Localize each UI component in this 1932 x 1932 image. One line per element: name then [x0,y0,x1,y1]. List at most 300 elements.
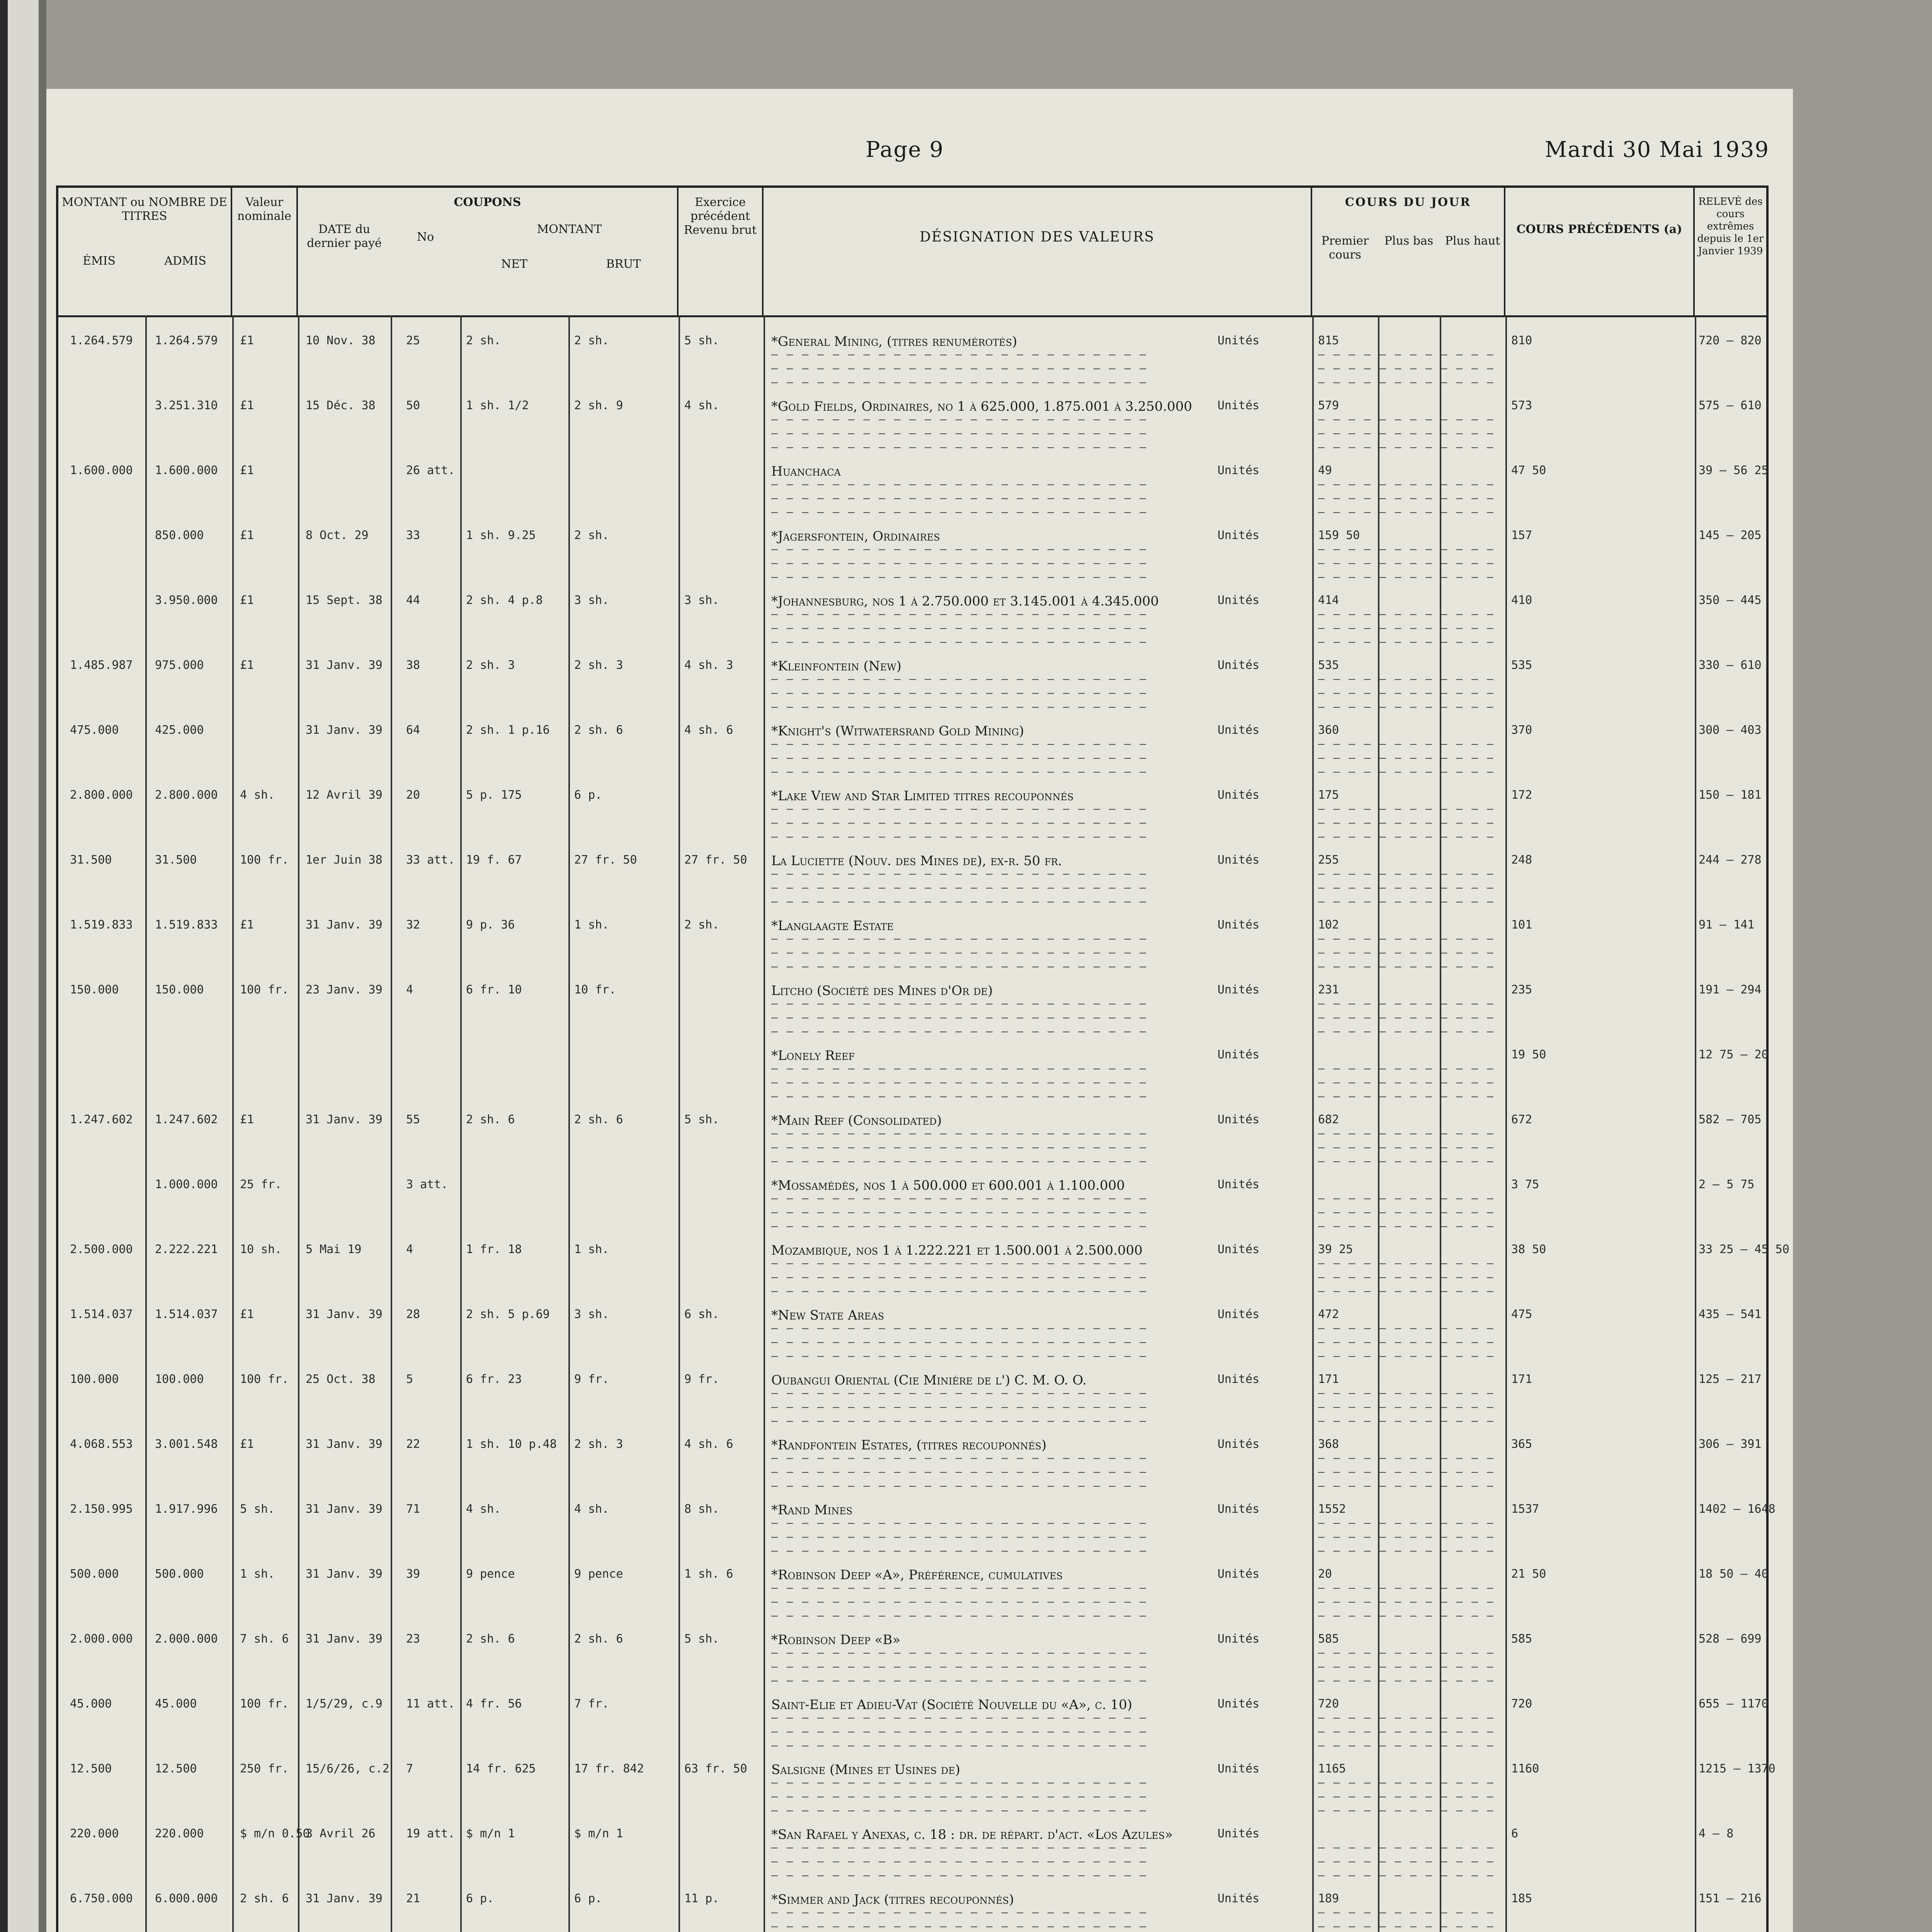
cell-admis: 100.000 [155,1372,204,1386]
cell-name: *San Rafael y Anexas, c. 18 : dr. de répart. d'act. «Los Azules» [771,1827,1173,1842]
leader-dashes: — — — — — — — — — — — — [1318,1062,1495,1075]
cell-name: Huanchaca [771,464,841,479]
cell-brut: 2 sh. 9 [574,399,623,412]
cell-net: 2 sh. 4 p.8 [466,594,543,607]
leader-dashes: — — — — — — — — — — — — — — — — — — — — — — — — — [771,1516,1148,1529]
cell-valeur: £1 [240,1437,254,1451]
cell-no: 23 [406,1632,420,1646]
cell-valeur: £1 [240,399,254,412]
leader-dashes: — — — — — — — — — — — — — — — — — — — — — — — — — [771,1451,1148,1464]
cell-no: 32 [406,918,420,932]
cell-admis: 31.500 [155,853,197,867]
cell-no: 11 att. [406,1697,455,1711]
cell-unit: Unités [1218,464,1260,477]
cell-rel: 582 — 705 [1699,1113,1762,1126]
cell-brut: 2 sh. 6 [574,723,623,737]
leader-dashes: — — — — — — — — — — — — — — — — — — — — — — — — — [771,765,1148,778]
cell-net: 1 fr. 18 [466,1243,522,1256]
cell-first: 682 [1318,1113,1339,1126]
leader-dashes: — — — — — — — — — — — — [1318,830,1495,843]
cell-admis: 1.600.000 [155,464,218,477]
cell-date: 31 Janv. 39 [306,1437,383,1451]
cell-date: 31 Janv. 39 [306,1308,383,1321]
cell-exer: 11 p. [684,1892,719,1905]
col-montant-coupon: MONTANT [537,223,602,236]
leader-dashes: — — — — — — — — — — — — [1318,946,1495,959]
leader-dashes: — — — — — — — — — — — — [1318,1646,1495,1659]
leader-dashes: — — — — — — — — — — — — [1318,1090,1495,1102]
table-row [58,1889,1766,1932]
cell-net: 2 sh. 5 p.69 [466,1308,550,1321]
cell-emis: 475.000 [70,723,119,737]
cell-name: *Main Reef (Consolidated) [771,1113,942,1128]
cell-valeur: £1 [240,918,254,932]
cell-emis: 2.800.000 [70,788,133,802]
leader-dashes: — — — — — — — — — — — — [1318,1257,1495,1269]
col-net: NET [501,257,528,271]
cell-name: *Lake View and Star Limited titres recouponnés [771,788,1074,804]
leader-dashes: — — — — — — — — — — — — — — — — — — — — — — — — — [771,1581,1148,1594]
leader-dashes: — — — — — — — — — — — — — — — — — — — — — — — — — [771,1155,1148,1167]
cell-brut: 2 sh. [574,334,609,347]
leader-dashes: — — — — — — — — — — — — [1318,1025,1495,1037]
cell-prec: 6 [1511,1827,1519,1840]
table-row [58,1759,1776,1816]
issue-date: Mardi 30 Mai 1939 [1544,137,1769,162]
cell-admis: 2.800.000 [155,788,218,802]
cell-unit: Unités [1218,983,1260,997]
table-row [58,590,1766,648]
cell-emis: 4.068.553 [70,1437,133,1451]
leader-dashes: — — — — — — — — — — — — — — — — — — — — — — — — — [771,1219,1148,1232]
leader-dashes: — — — — — — — — — — — — — — — — — — — — — — — — — [771,1062,1148,1075]
leader-dashes: — — — — — — — — — — — — [1318,960,1495,973]
cell-admis: 12.500 [155,1762,197,1776]
cell-first: 720 [1318,1697,1339,1711]
leader-dashes: — — — — — — — — — — — — [1318,362,1495,374]
cell-brut: 6 p. [574,788,602,802]
leader-dashes: — — — — — — — — — — — — [1318,1869,1495,1881]
table-row [58,461,1769,518]
leader-dashes: — — — — — — — — — — — — — — — — — — — — — — — — — [771,607,1148,620]
leader-dashes: — — — — — — — — — — — — — — — — — — — — — — — — — [771,505,1148,518]
cell-exer: 4 sh. 3 [684,658,733,672]
cell-net: $ m/n 1 [466,1827,515,1840]
leader-dashes: — — — — — — — — — — — — — — — — — — — — — — — — — [771,543,1148,555]
cell-rel: 191 — 294 [1699,983,1762,997]
leader-dashes: — — — — — — — — — — — — [1318,1609,1495,1622]
cell-admis: 1.247.602 [155,1113,218,1126]
cell-net: 6 fr. 23 [466,1372,522,1386]
cell-no: 3 att. [406,1178,448,1191]
cell-admis: 3.251.310 [155,399,218,412]
cell-brut: 1 sh. [574,918,609,932]
cell-rel: 528 — 699 [1699,1632,1762,1646]
cell-unit: Unités [1218,1308,1260,1321]
leader-dashes: — — — — — — — — — — — — [1318,1155,1495,1167]
leader-dashes: — — — — — — — — — — — — [1318,802,1495,815]
leader-dashes: — — — — — — — — — — — — — — — — — — — — — — — — — [771,348,1148,361]
leader-dashes: — — — — — — — — — — — — — — — — — — — — — — — — — [771,997,1148,1010]
cell-rel: 39 — 56 25 [1699,464,1769,477]
cell-first: 472 [1318,1308,1339,1321]
leader-dashes: — — — — — — — — — — — — — — — — — — — — — — — — — [771,1855,1148,1867]
col-date: DATE du dernier payé [307,223,382,250]
cell-name: *Randfontein Estates, (titres recouponnés) [771,1437,1047,1453]
cell-net: 14 fr. 625 [466,1762,536,1776]
leader-dashes: — — — — — — — — — — — — [1318,737,1495,750]
securities-table [56,185,1789,1932]
cell-unit: Unités [1218,1567,1260,1581]
leader-dashes: — — — — — — — — — — — — [1318,492,1495,504]
cell-name: *Kleinfontein (New) [771,658,901,674]
leader-dashes: — — — — — — — — — — — — — — — — — — — — — — — — — [771,1776,1148,1789]
table-row [58,1240,1789,1297]
leader-dashes: — — — — — — — — — — — — [1318,881,1495,894]
cell-unit: Unités [1218,1178,1260,1191]
leader-dashes: — — — — — — — — — — — — — — — — — — — — — — — — — [771,881,1148,894]
cell-name: Salsigne (Mines et Usines de) [771,1762,961,1777]
page-number: Page 9 [866,137,944,162]
leader-dashes: — — — — — — — — — — — — — — — — — — — — — — — — — [771,1321,1148,1334]
cell-date: 10 Nov. 38 [306,334,376,347]
cell-date: 31 Janv. 39 [306,1113,383,1126]
cell-admis: 220.000 [155,1827,204,1840]
col-cours-jour [1312,188,1505,315]
cell-net: 2 sh. 1 p.16 [466,723,550,737]
leader-dashes: — — — — — — — — — — — — [1318,413,1495,425]
cell-prec: 1537 [1511,1502,1539,1516]
cell-emis: 150.000 [70,983,119,997]
cell-unit: Unités [1218,1632,1260,1646]
cell-unit: Unités [1218,1243,1260,1256]
cell-valeur: £1 [240,334,254,347]
cell-net: 5 p. 175 [466,788,522,802]
cell-rel: 575 — 610 [1699,399,1762,412]
leader-dashes: — — — — — — — — — — — — — — — — — — — — — — — — — [771,1257,1148,1269]
cell-valeur: 7 sh. 6 [240,1632,289,1646]
leader-dashes: — — — — — — — — — — — — — — — — — — — — — — — — — [771,1335,1148,1348]
leader-dashes: — — — — — — — — — — — — — — — — — — — — — — — — — [771,413,1148,425]
cell-rel: 12 75 — 20 [1699,1048,1769,1061]
cell-net: 1 sh. 1/2 [466,399,529,412]
cell-brut: 2 sh. [574,529,609,542]
cell-net: 9 p. 36 [466,918,515,932]
cell-valeur: 100 fr. [240,853,289,867]
cell-admis: 500.000 [155,1567,204,1581]
leader-dashes: — — — — — — — — — — — — — — — — — — — — — — — — — [771,1025,1148,1037]
leader-dashes: — — — — — — — — — — — — [1318,1530,1495,1543]
table-row [58,1304,1766,1362]
cell-admis: 850.000 [155,529,204,542]
cell-date: 31 Janv. 39 [306,723,383,737]
leader-dashes: — — — — — — — — — — — — — — — — — — — — — — — — — [771,1479,1148,1492]
cell-net: 6 fr. 10 [466,983,522,997]
cell-prec: 235 [1511,983,1532,997]
cell-date: 8 Oct. 29 [306,529,369,542]
cell-admis: 1.519.833 [155,918,218,932]
leader-dashes: — — — — — — — — — — — — — — — — — — — — — — — — — [771,570,1148,583]
cell-name: *Mossamédès, nos 1 à 500.000 et 600.001 à 1.100.000 [771,1178,1125,1193]
cell-rel: 33 25 — 45 50 [1699,1243,1789,1256]
cell-name: Litcho (Société des Mines d'Or de) [771,983,993,998]
cell-emis: 12.500 [70,1762,112,1776]
cell-prec: 47 50 [1511,464,1546,477]
leader-dashes: — — — — — — — — — — — — [1318,1660,1495,1673]
cell-first: 360 [1318,723,1339,737]
cell-prec: 3 75 [1511,1178,1539,1191]
leader-dashes: — — — — — — — — — — — — [1318,1270,1495,1283]
cell-no: 25 [406,334,420,347]
table-row [58,1564,1769,1622]
cell-net: 4 sh. [466,1502,501,1516]
cell-valeur: 1 sh. [240,1567,275,1581]
cell-admis: 45.000 [155,1697,197,1711]
cell-admis: 6.000.000 [155,1892,218,1905]
cell-admis: 1.917.996 [155,1502,218,1516]
cell-name: *Knight's (Witwatersrand Gold Mining) [771,723,1024,739]
leader-dashes: — — — — — — — — — — — — — — — — — — — — — — — — — [771,1609,1148,1622]
cell-emis: 500.000 [70,1567,119,1581]
cell-admis: 3.001.548 [155,1437,218,1451]
col-coupons-label: COUPONS [454,196,521,209]
cell-unit: Unités [1218,918,1260,932]
cell-first: 189 [1318,1892,1339,1905]
cell-exer: 8 sh. [684,1502,719,1516]
leader-dashes: — — — — — — — — — — — — — — — — — — — — — — — — — [771,1011,1148,1024]
leader-dashes: — — — — — — — — — — — — — — — — — — — — — — — — — [771,1414,1148,1427]
cell-valeur: £1 [240,529,254,542]
cell-brut: 6 p. [574,1892,602,1905]
col-montant-label: MONTANT ou NOMBRE DE TITRES [62,196,227,223]
cell-first: 535 [1318,658,1339,672]
cell-unit: Unités [1218,853,1260,867]
cell-date: 15 Déc. 38 [306,399,376,412]
cell-rel: 1402 — 1648 [1699,1502,1776,1516]
table-row [58,526,1766,583]
cell-first: 20 [1318,1567,1332,1581]
cell-rel: 91 — 141 [1699,918,1755,932]
cell-brut: 3 sh. [574,594,609,607]
cell-prec: 475 [1511,1308,1532,1321]
cell-brut: 10 fr. [574,983,616,997]
cell-prec: 248 [1511,853,1532,867]
cell-exer: 3 sh. [684,594,719,607]
leader-dashes: — — — — — — — — — — — — — — — — — — — — — — — — — [771,802,1148,815]
cell-prec: 19 50 [1511,1048,1546,1061]
cell-no: 19 att. [406,1827,455,1840]
leader-dashes: — — — — — — — — — — — — — — — — — — — — — — — — — [771,816,1148,829]
cell-prec: 101 [1511,918,1532,932]
leader-dashes: — — — — — — — — — — — — [1318,348,1495,361]
leader-dashes: — — — — — — — — — — — — — — — — — — — — — — — — — [771,830,1148,843]
col-numero: No [417,230,434,244]
cell-date: 1er Juin 38 [306,853,383,867]
cell-brut: 9 pence [574,1567,623,1581]
leader-dashes: — — — — — — — — — — — — — — — — — — — — — — — — — [771,478,1148,490]
cell-exer: 6 sh. [684,1308,719,1321]
leader-dashes: — — — — — — — — — — — — — — — — — — — — — — — — — [771,1920,1148,1932]
cell-rel: 306 — 391 [1699,1437,1762,1451]
cell-prec: 535 [1511,658,1532,672]
cell-prec: 172 [1511,788,1532,802]
col-valeur: Valeur nominale [232,188,298,315]
cell-exer: 9 fr. [684,1372,719,1386]
cell-emis: 1.485.987 [70,658,133,672]
leader-dashes: — — — — — — — — — — — — [1318,1451,1495,1464]
cell-no: 50 [406,399,420,412]
cell-emis: 1.519.833 [70,918,133,932]
cell-admis: 425.000 [155,723,204,737]
leader-dashes: — — — — — — — — — — — — — — — — — — — — — — — — — [771,556,1148,569]
leader-dashes: — — — — — — — — — — — — [1318,543,1495,555]
leader-dashes: — — — — — — — — — — — — [1318,1349,1495,1362]
leader-dashes: — — — — — — — — — — — — — — — — — — — — — — — — — [771,1349,1148,1362]
table-row [58,1629,1766,1687]
cell-name: Oubangui Oriental (Cie Minière de l') C. M. O. O. [771,1372,1087,1388]
cell-date: 15 Sept. 38 [306,594,383,607]
cell-rel: 151 — 216 [1699,1892,1762,1905]
cell-prec: 365 [1511,1437,1532,1451]
leader-dashes: — — — — — — — — — — — — — — — — — — — — — — — — — [771,1090,1148,1102]
leader-dashes: — — — — — — — — — — — — — — — — — — — — — — — — — [771,621,1148,634]
leader-dashes: — — — — — — — — — — — — [1318,1321,1495,1334]
cell-net: 2 sh. 6 [466,1113,515,1126]
leader-dashes: — — — — — — — — — — — — — — — — — — — — — — — — — [771,1544,1148,1557]
cell-no: 26 att. [406,464,455,477]
col-plus-bas: Plus bas [1384,234,1434,248]
cell-no: 5 [406,1372,413,1386]
cell-unit: Unités [1218,1892,1260,1905]
leader-dashes: — — — — — — — — — — — — — — — — — — — — — — — — — [771,1869,1148,1881]
leader-dashes: — — — — — — — — — — — — [1318,1011,1495,1024]
cell-emis: 2.500.000 [70,1243,133,1256]
cell-first: 171 [1318,1372,1339,1386]
cell-rel: 244 — 278 [1699,853,1762,867]
leader-dashes: — — — — — — — — — — — — — — — — — — — — — — — — — [771,751,1148,764]
leader-dashes: — — — — — — — — — — — — [1318,672,1495,685]
leader-dashes: — — — — — — — — — — — — — — — — — — — — — — — — — [771,1804,1148,1816]
leader-dashes: — — — — — — — — — — — — [1318,1206,1495,1218]
cell-date: 31 Janv. 39 [306,1632,383,1646]
leader-dashes: — — — — — — — — — — — — — — — — — — — — — — — — — [771,932,1148,945]
cell-admis: 150.000 [155,983,204,997]
leader-dashes: — — — — — — — — — — — — [1318,765,1495,778]
table-row [58,1175,1766,1232]
cell-first: 414 [1318,594,1339,607]
cell-name: *Simmer and Jack (titres recouponnés) [771,1892,1014,1907]
cell-emis: 31.500 [70,853,112,867]
cell-unit: Unités [1218,1437,1260,1451]
cell-name: Saint-Elie et Adieu-Vat (Société Nouvelle du «A», c. 10) [771,1697,1133,1713]
col-designation: DÉSIGNATION DES VALEURS [764,188,1312,315]
leader-dashes: — — — — — — — — — — — — [1318,1516,1495,1529]
cell-emis: 1.247.602 [70,1113,133,1126]
table-row [58,720,1766,778]
cell-first: 39 25 [1318,1243,1353,1256]
leader-dashes: — — — — — — — — — — — — [1318,700,1495,713]
cell-net: 1 sh. 9.25 [466,529,536,542]
leader-dashes: — — — — — — — — — — — — [1318,1192,1495,1204]
cell-name: *Robinson Deep «B» [771,1632,901,1648]
cell-emis: 1.264.579 [70,334,133,347]
leader-dashes: — — — — — — — — — — — — [1318,686,1495,699]
cell-no: 64 [406,723,420,737]
leader-dashes: — — — — — — — — — — — — — — — — — — — — — — — — — [771,1790,1148,1803]
cell-first: 159 50 [1318,529,1360,542]
leader-dashes: — — — — — — — — — — — — [1318,427,1495,439]
cell-no: 33 [406,529,420,542]
leader-dashes: — — — — — — — — — — — — — — — — — — — — — — — — — [771,376,1148,388]
cell-no: 7 [406,1762,413,1776]
cell-exer: 5 sh. [684,334,719,347]
cell-prec: 672 [1511,1113,1532,1126]
leader-dashes: — — — — — — — — — — — — — — — — — — — — — — — — — [771,686,1148,699]
cell-emis: 2.150.995 [70,1502,133,1516]
cell-emis: 1.600.000 [70,464,133,477]
cell-net: 19 f. 67 [466,853,522,867]
cell-date: 12 Avril 39 [306,788,383,802]
cell-emis: 45.000 [70,1697,112,1711]
table-row [58,1369,1766,1427]
leader-dashes: — — — — — — — — — — — — — — — — — — — — — — — — — [771,737,1148,750]
leader-dashes: — — — — — — — — — — — — — — — — — — — — — — — — — [771,946,1148,959]
cell-prec: 1160 [1511,1762,1539,1776]
cell-emis: 2.000.000 [70,1632,133,1646]
cell-rel: 2 — 5 75 [1699,1178,1755,1191]
cell-name: La Luciette (Nouv. des Mines de), ex-r. 50 fr. [771,853,1062,869]
cell-prec: 370 [1511,723,1532,737]
cell-name: *Robinson Deep «A», Préférence, cumulatives [771,1567,1063,1583]
cell-no: 20 [406,788,420,802]
cell-unit: Unités [1218,1827,1260,1840]
cell-admis: 975.000 [155,658,204,672]
cell-no: 4 [406,1243,413,1256]
cell-valeur: 100 fr. [240,1372,289,1386]
table-row [58,850,1766,908]
cell-unit: Unités [1218,1697,1260,1711]
cell-unit: Unités [1218,1502,1260,1516]
leader-dashes: — — — — — — — — — — — — — — — — — — — — — — — — — [771,700,1148,713]
leader-dashes: — — — — — — — — — — — — [1318,478,1495,490]
cell-first: 102 [1318,918,1339,932]
table-row [58,1499,1776,1557]
leader-dashes: — — — — — — — — — — — — [1318,1790,1495,1803]
cell-no: 4 [406,983,413,997]
leader-dashes: — — — — — — — — — — — — [1318,1711,1495,1724]
cell-exer: 4 sh. 6 [684,723,733,737]
leader-dashes: — — — — — — — — — — — — [1318,867,1495,880]
leader-dashes: — — — — — — — — — — — — [1318,1776,1495,1789]
cell-emis: 6.750.000 [70,1892,133,1905]
leader-dashes: — — — — — — — — — — — — [1318,635,1495,648]
leader-dashes: — — — — — — — — — — — — [1318,556,1495,569]
cell-first: 368 [1318,1437,1339,1451]
leader-dashes: — — — — — — — — — — — — [1318,376,1495,388]
col-coupons [298,188,679,315]
cell-net: 2 sh. 3 [466,658,515,672]
cell-brut: $ m/n 1 [574,1827,623,1840]
cell-date: 31 Janv. 39 [306,1502,383,1516]
table-row [58,1694,1769,1752]
cell-valeur: £1 [240,658,254,672]
table-row [58,1045,1769,1102]
leader-dashes: — — — — — — — — — — — — [1318,1335,1495,1348]
leader-dashes: — — — — — — — — — — — — — — — — — — — — — — — — — [771,960,1148,973]
leader-dashes: — — — — — — — — — — — — — — — — — — — — — — — — — [771,362,1148,374]
cell-name: *Rand Mines [771,1502,853,1518]
col-releve: RELEVÉ des cours extrêmes depuis le 1er Janvier 1939 [1697,196,1764,257]
